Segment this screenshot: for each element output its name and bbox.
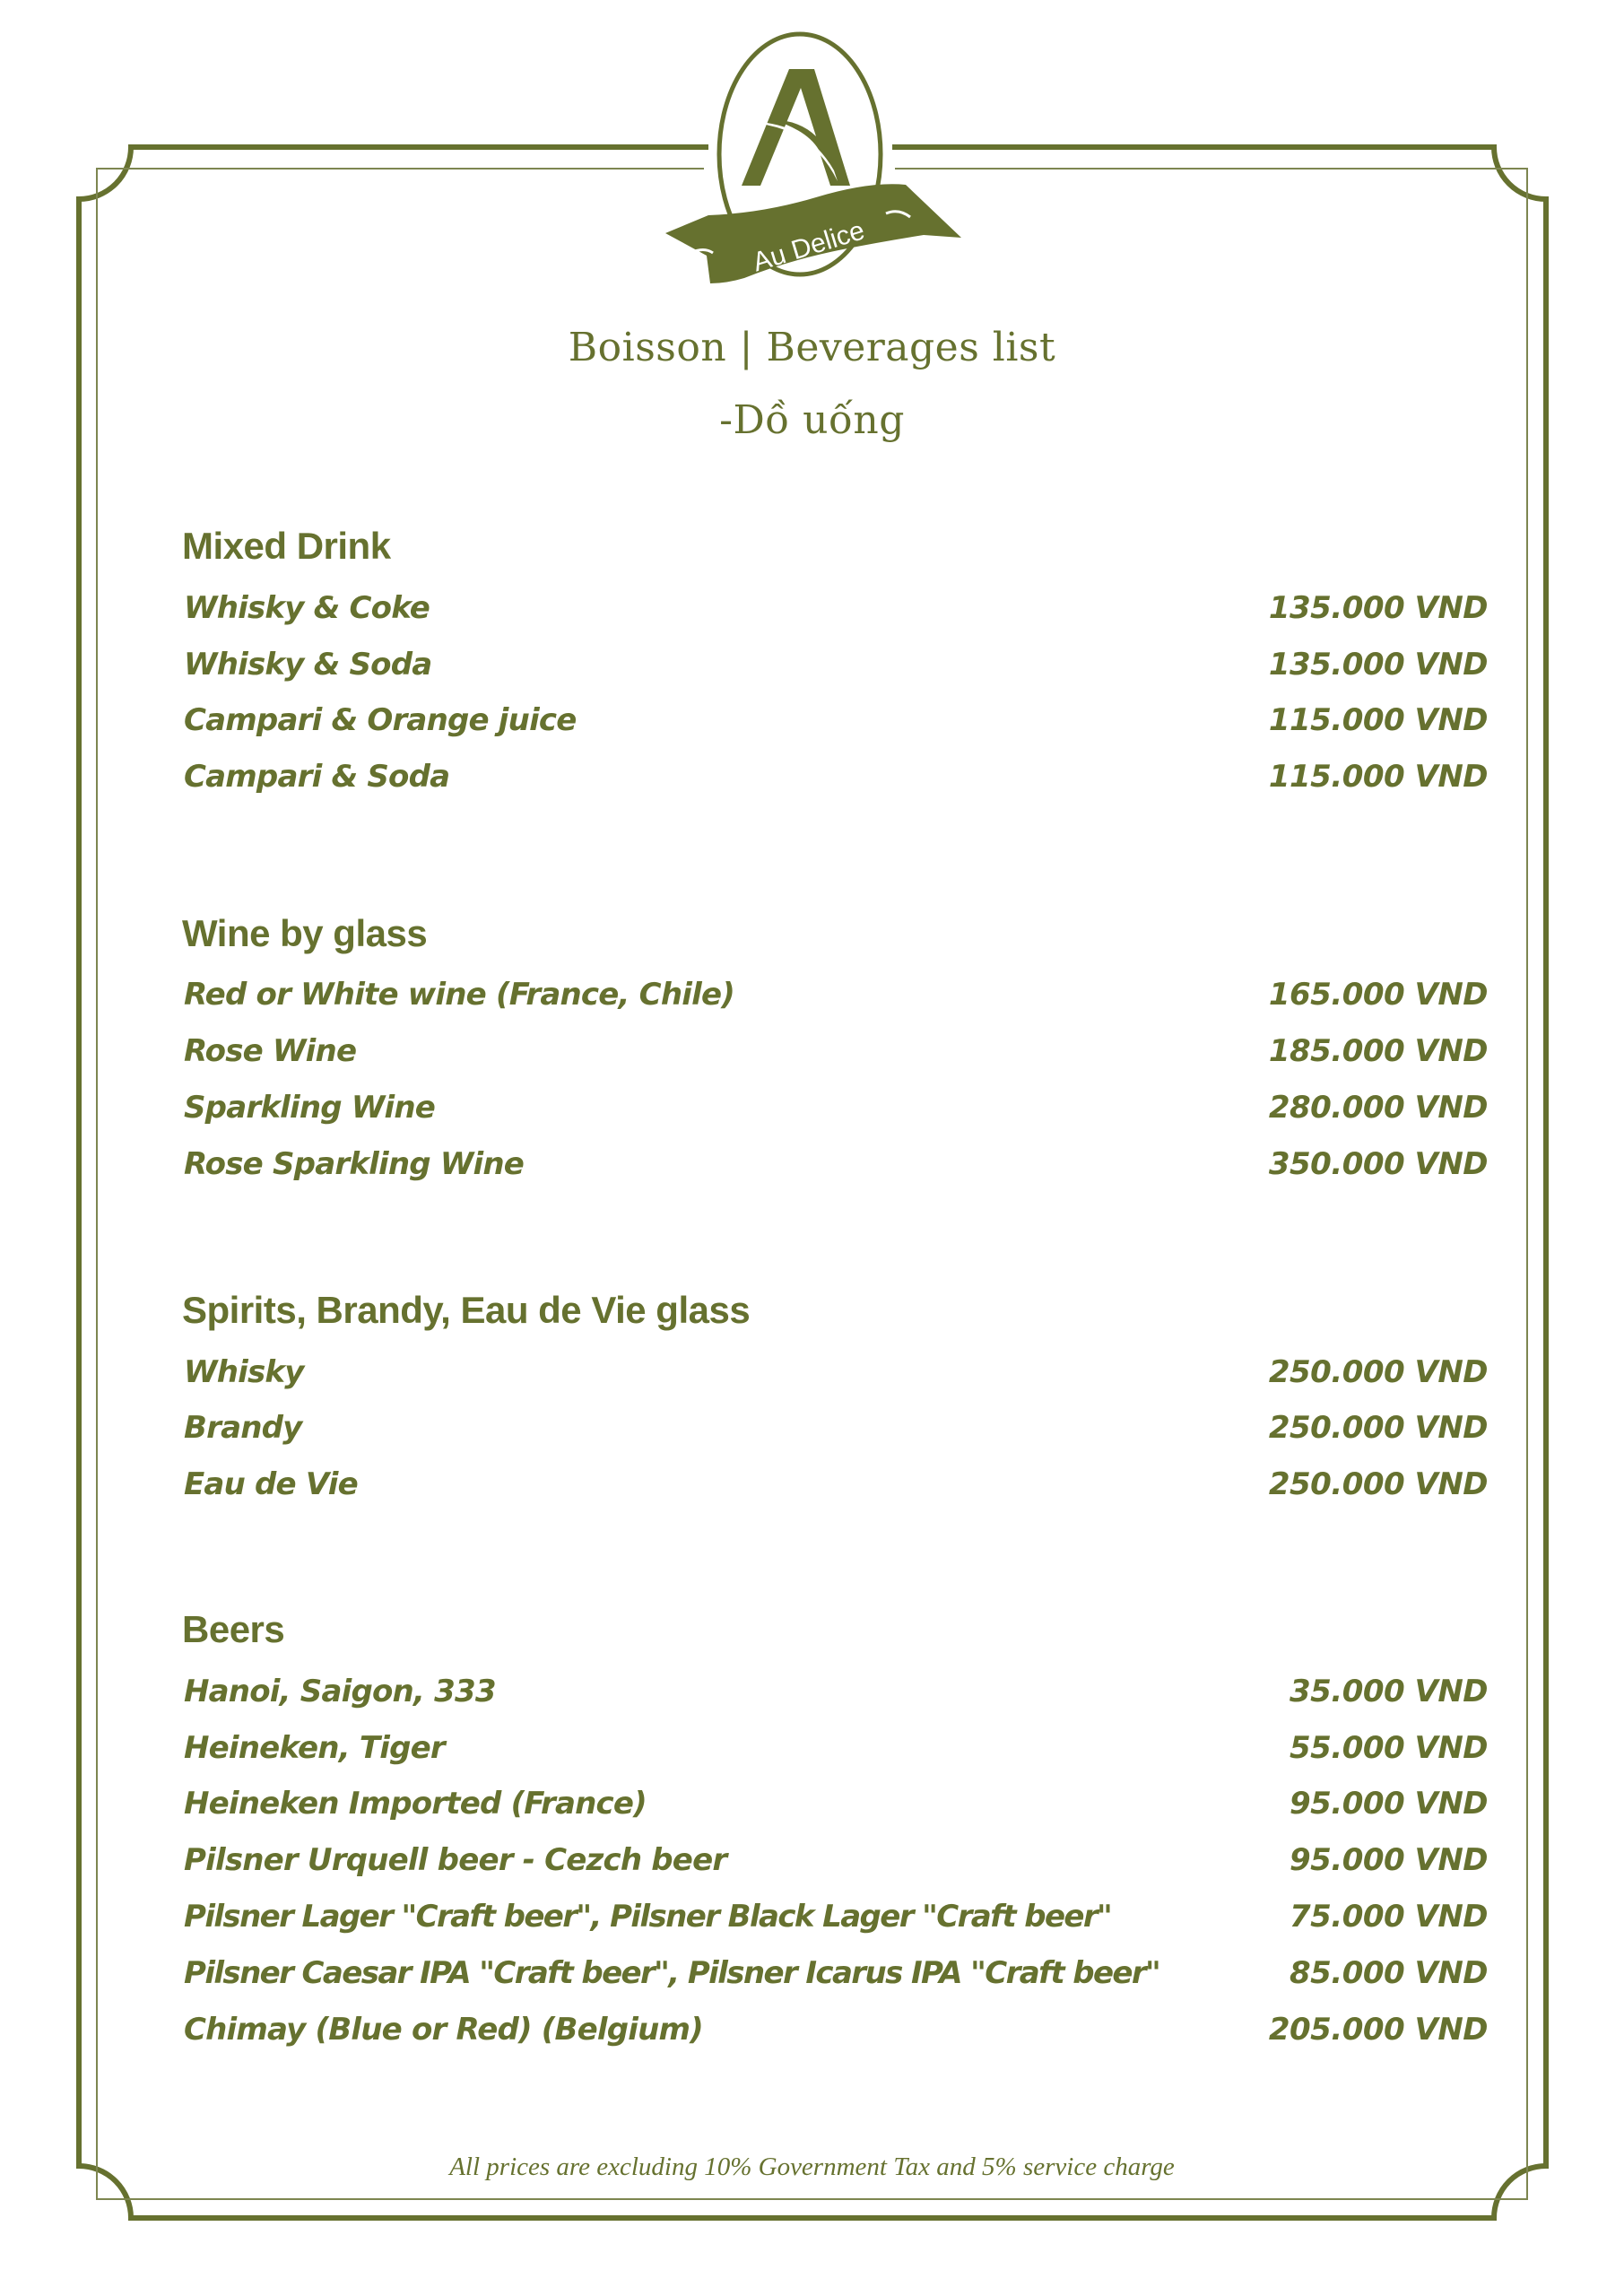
menu-item-name: Red or White wine (France, Chile) — [184, 977, 734, 1013]
menu-item-price: 35.000 VND — [1289, 1674, 1488, 1709]
menu-subtitle: -Dồ uống — [719, 397, 905, 443]
menu-item-price: 115.000 VND — [1268, 759, 1488, 795]
menu-item-name: Pilsner Lager "Craft beer", Pilsner Black Lager "Craft beer" — [184, 1899, 1112, 1935]
section-heading-beers: Beers — [182, 1608, 285, 1650]
section-heading-wine-by-glass: Wine by glass — [182, 912, 428, 954]
section-heading-mixed-drink: Mixed Drink — [182, 525, 391, 567]
inner-frame — [97, 169, 1527, 2199]
menu-title: Boisson | Beverages list — [568, 325, 1056, 370]
menu-item-price: 165.000 VND — [1268, 977, 1488, 1013]
menu-item-price: 75.000 VND — [1289, 1899, 1488, 1935]
au-delice-logo — [655, 18, 977, 287]
menu-item-price: 350.000 VND — [1268, 1146, 1488, 1182]
menu-item-price: 185.000 VND — [1268, 1033, 1488, 1069]
menu-item-price: 250.000 VND — [1268, 1410, 1488, 1446]
menu-item-price: 115.000 VND — [1268, 702, 1488, 738]
menu-item-price: 135.000 VND — [1268, 647, 1488, 683]
menu-item-name: Campari & Orange juice — [184, 702, 577, 738]
menu-item-price: 205.000 VND — [1268, 2012, 1488, 2048]
menu-item-name: Pilsner Caesar IPA "Craft beer", Pilsner Icarus IPA "Craft beer" — [184, 1955, 1160, 1991]
menu-item-name: Eau de Vie — [184, 1466, 358, 1502]
menu-item-name: Chimay (Blue or Red) (Belgium) — [184, 2012, 703, 2048]
menu-item-price: 95.000 VND — [1289, 1786, 1488, 1822]
menu-item-name: Whisky & Coke — [184, 590, 430, 626]
menu-item-name: Whisky — [184, 1354, 304, 1390]
menu-item-name: Rose Wine — [184, 1033, 357, 1069]
menu-item-name: Sparkling Wine — [184, 1090, 436, 1126]
menu-item-name: Rose Sparkling Wine — [184, 1146, 525, 1182]
menu-item-name: Hanoi, Saigon, 333 — [184, 1674, 496, 1709]
menu-item-name: Heineken, Tiger — [184, 1730, 445, 1766]
menu-item-name: Whisky & Soda — [184, 647, 432, 683]
tax-disclaimer: All prices are excluding 10% Government Tax and 5% service charge — [449, 2152, 1175, 2181]
menu-item-price: 250.000 VND — [1268, 1354, 1488, 1390]
section-heading-spirits: Spirits, Brandy, Eau de Vie glass — [182, 1289, 751, 1331]
menu-item-name: Brandy — [184, 1410, 302, 1446]
menu-item-name: Campari & Soda — [184, 759, 450, 795]
menu-item-price: 135.000 VND — [1268, 590, 1488, 626]
menu-item-price: 55.000 VND — [1289, 1730, 1488, 1766]
menu-item-price: 250.000 VND — [1268, 1466, 1488, 1502]
menu-item-name: Pilsner Urquell beer - Cezch beer — [184, 1842, 727, 1878]
menu-item-price: 280.000 VND — [1268, 1090, 1488, 1126]
menu-item-price: 95.000 VND — [1289, 1842, 1488, 1878]
menu-item-price: 85.000 VND — [1289, 1955, 1488, 1991]
menu-item-name: Heineken Imported (France) — [184, 1786, 647, 1822]
logo-brand-text: Au Delice — [749, 215, 869, 278]
